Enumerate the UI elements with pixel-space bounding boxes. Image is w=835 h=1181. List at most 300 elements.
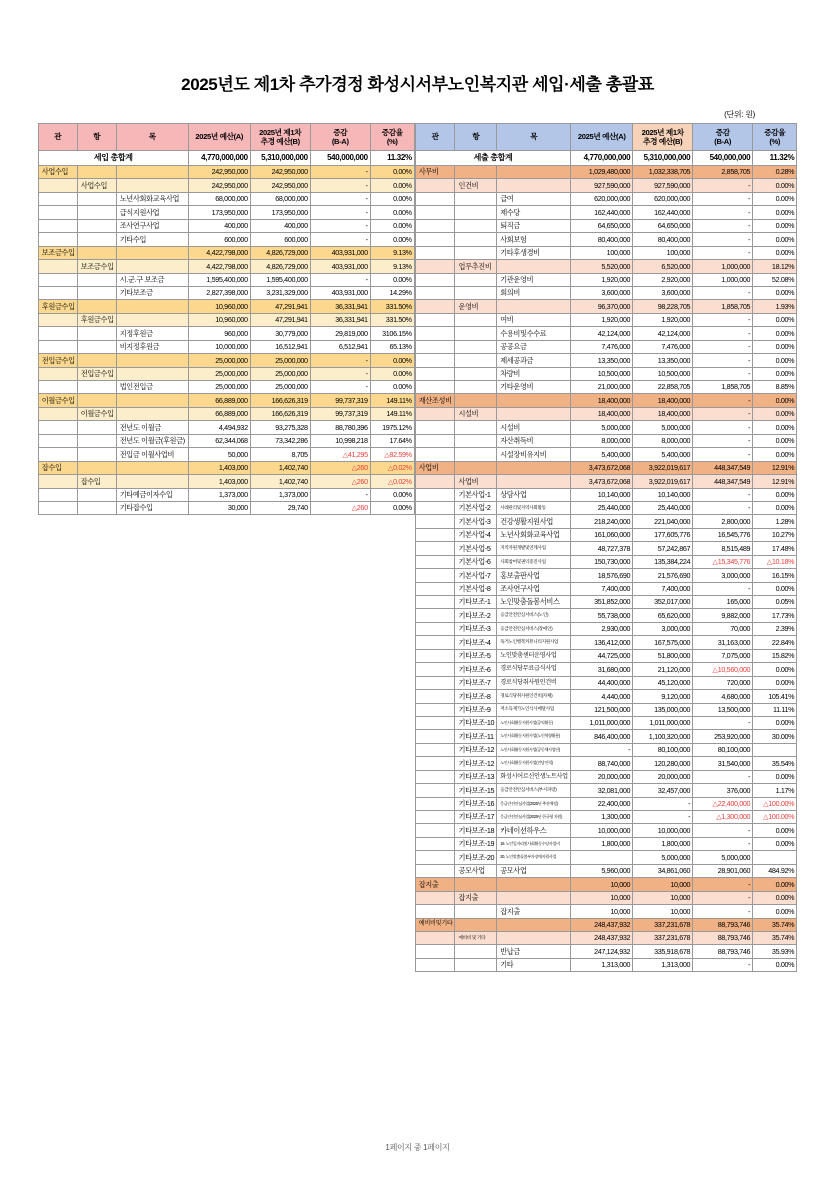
cell-hang [455,461,497,474]
cell-budget-b: 21,120,000 [633,663,693,676]
spacer-row [38,690,414,703]
col-header-hang: 항 [455,124,497,151]
cell-rate: 12.91% [753,475,797,488]
table-row [38,407,414,420]
spacer-cell [38,784,77,797]
cell-hang: 기타보조-6 [455,663,497,676]
spacer-row [38,596,414,609]
cell-rate: 0.00% [753,407,797,420]
cell-budget-a: 10,000 [571,891,633,904]
cell-hang [77,448,116,461]
cell-diff: - [310,206,370,219]
cell-gwan [415,636,455,649]
cell-diff: 31,540,000 [693,757,753,770]
spacer-cell [116,931,188,944]
spacer-row [38,703,414,716]
spacer-cell [370,770,414,783]
cell-mok: 기타수입 [116,233,188,246]
cell-diff: 29,819,000 [310,327,370,340]
cell-mok: 경로식당무료급식사업 [497,663,571,676]
cell-mok: 퇴직금 [497,219,571,232]
cell-diff: - [693,716,753,729]
total-budget-a: 4,770,000,000 [571,151,633,166]
cell-gwan [415,958,455,971]
cell-hang [455,945,497,958]
cell-rate: 22.84% [753,636,797,649]
cell-gwan [415,837,455,850]
spacer-cell [188,528,250,541]
spacer-cell [370,797,414,810]
cell-mok: 경로식당취사원인건비(자체) [497,690,571,703]
spacer-cell [250,837,310,850]
spacer-cell [250,649,310,662]
cell-budget-b: 221,040,000 [633,515,693,528]
spacer-cell [77,770,116,783]
cell-hang [455,286,497,299]
table-row [415,219,796,232]
cell-budget-a: 44,725,000 [571,649,633,662]
spacer-cell [370,837,414,850]
cell-mok: 제세공과금 [497,354,571,367]
spacer-cell [188,663,250,676]
spacer-cell [310,542,370,555]
spacer-cell [370,703,414,716]
cell-gwan: 보조금수입 [38,246,77,259]
spacer-cell [370,743,414,756]
spacer-cell [38,730,77,743]
cell-hang [77,354,116,367]
cell-mok: 노인사회활동지원사업(전담인력) [497,757,571,770]
cell-hang: 기타보조-5 [455,649,497,662]
table-row [415,757,796,770]
table-row [415,851,796,864]
spacer-cell [116,958,188,971]
spacer-cell [250,891,310,904]
spacer-cell [250,609,310,622]
cell-diff: 403,931,000 [310,246,370,259]
cell-diff: - [693,891,753,904]
cell-budget-b: 173,950,000 [250,206,310,219]
cell-budget-a: 248,437,932 [571,931,633,944]
table-row [415,690,796,703]
spacer-cell [370,757,414,770]
spacer-cell [77,663,116,676]
table-row [415,246,796,259]
spacer-cell [250,636,310,649]
spacer-cell [250,824,310,837]
spacer-cell [370,636,414,649]
cell-mok: 자산취득비 [497,434,571,447]
cell-rate: 0.00% [753,676,797,689]
spacer-cell [188,730,250,743]
cell-budget-a: 48,727,378 [571,542,633,555]
cell-budget-a: 10,960,000 [188,300,250,313]
spacer-cell [116,622,188,635]
cell-diff: - [310,166,370,179]
cell-hang: 기타보조-2 [455,609,497,622]
cell-gwan [38,233,77,246]
table-row [415,609,796,622]
spacer-row [38,878,414,891]
spacer-cell [38,690,77,703]
spacer-row [38,609,414,622]
spacer-cell [250,542,310,555]
cell-hang [77,219,116,232]
spacer-cell [188,770,250,783]
cell-hang: 인건비 [455,179,497,192]
spacer-cell [188,945,250,958]
cell-hang [77,192,116,205]
spacer-cell [188,569,250,582]
table-row [415,461,796,474]
table-row [38,448,414,461]
cell-budget-b: 21,576,690 [633,569,693,582]
cell-rate: △100.00% [753,811,797,824]
cell-gwan [415,501,455,514]
cell-mok [497,461,571,474]
table-row [415,327,796,340]
table-row [415,233,796,246]
cell-budget-a: 10,500,000 [571,367,633,380]
cell-rate: 0.00% [753,582,797,595]
spacer-cell [38,636,77,649]
table-row [415,260,796,273]
cell-budget-a: 20,000,000 [571,770,633,783]
cell-gwan [415,743,455,756]
cell-budget-a: 242,950,000 [188,166,250,179]
spacer-cell [310,945,370,958]
spacer-cell [188,905,250,918]
cell-diff: - [693,327,753,340]
spacer-cell [38,528,77,541]
spacer-cell [310,918,370,931]
spacer-cell [250,663,310,676]
cell-budget-b: 620,000,000 [633,192,693,205]
cell-gwan [38,407,77,420]
cell-budget-a: 351,852,000 [571,596,633,609]
col-header-rate: 증감율 (%) [753,124,797,151]
spacer-row [38,636,414,649]
cell-mok [116,246,188,259]
cell-budget-b: 337,231,678 [633,931,693,944]
cell-gwan [415,703,455,716]
cell-diff: - [693,219,753,232]
spacer-cell [77,918,116,931]
cell-diff: - [693,434,753,447]
cell-hang [455,394,497,407]
cell-hang: 예비비 및 기타 [455,931,497,944]
cell-budget-b: 25,000,000 [250,354,310,367]
spacer-cell [250,864,310,877]
cell-diff: 403,931,000 [310,286,370,299]
cell-gwan [38,327,77,340]
table-row [415,273,796,286]
cell-gwan [415,528,455,541]
cell-hang: 기타보조-3 [455,622,497,635]
cell-hang: 기타보조-20 [455,851,497,864]
col-header-gwan: 관 [415,124,455,151]
spacer-cell [370,542,414,555]
cell-mok: 반납금 [497,945,571,958]
cell-budget-a: 80,400,000 [571,233,633,246]
spacer-cell [38,515,77,528]
cell-diff: - [310,219,370,232]
cell-gwan: 재산조성비 [415,394,455,407]
spacer-cell [77,958,116,971]
cell-gwan [415,797,455,810]
cell-budget-b: 9,120,000 [633,690,693,703]
spacer-cell [188,596,250,609]
spacer-cell [38,905,77,918]
cell-rate: 35.54% [753,757,797,770]
cell-rate: 65.13% [370,340,414,353]
spacer-cell [38,891,77,904]
cell-rate: 0.00% [753,716,797,729]
cell-mok [116,179,188,192]
cell-budget-b: 135,384,224 [633,555,693,568]
cell-budget-b: 337,231,678 [633,918,693,931]
spacer-cell [38,757,77,770]
cell-gwan [415,367,455,380]
cell-gwan [38,273,77,286]
cell-budget-a: 600,000 [188,233,250,246]
cell-budget-b: 600,000 [250,233,310,246]
spacer-cell [310,555,370,568]
spacer-cell [38,770,77,783]
cell-budget-b: 177,605,776 [633,528,693,541]
expense-total-row [415,151,796,166]
cell-hang: 기타보조-12 [455,743,497,756]
cell-diff: 16,545,776 [693,528,753,541]
spacer-cell [310,515,370,528]
spacer-cell [370,851,414,864]
cell-mok: 급식지원사업 [116,206,188,219]
cell-budget-a: 68,000,000 [188,192,250,205]
cell-rate: 0.00% [753,488,797,501]
table-row [38,273,414,286]
table-row [415,716,796,729]
cell-budget-a: 5,400,000 [571,448,633,461]
cell-rate: 0.00% [370,273,414,286]
spacer-cell [370,905,414,918]
spacer-cell [77,931,116,944]
table-row [415,676,796,689]
cell-rate: 0.00% [753,434,797,447]
cell-gwan [415,475,455,488]
spacer-cell [116,945,188,958]
table-row [415,542,796,555]
cell-budget-a: 1,920,000 [571,313,633,326]
spacer-cell [370,555,414,568]
cell-hang [77,340,116,353]
cell-budget-b: 1,402,740 [250,475,310,488]
spacer-cell [250,582,310,595]
cell-rate: 0.05% [753,596,797,609]
spacer-cell [250,797,310,810]
cell-mok: 시.군.구 보조금 [116,273,188,286]
cell-hang: 잡지출 [455,891,497,904]
spacer-cell [38,582,77,595]
col-header-budget-a: 2025년 예산(A) [571,124,633,151]
spacer-cell [38,931,77,944]
spacer-cell [188,716,250,729]
cell-diff: - [693,448,753,461]
cell-budget-b: 400,000 [250,219,310,232]
cell-mok: 전년도 이월금(후원금) [116,434,188,447]
cell-budget-a: 25,000,000 [188,367,250,380]
spacer-cell [310,824,370,837]
spacer-row [38,864,414,877]
spacer-cell [310,837,370,850]
cell-gwan [415,313,455,326]
table-row [38,394,414,407]
cell-mok: 조사연구사업 [116,219,188,232]
cell-gwan [38,260,77,273]
cell-budget-a: 7,476,000 [571,340,633,353]
spacer-cell [38,663,77,676]
cell-budget-a: 44,400,000 [571,676,633,689]
cell-hang [455,354,497,367]
spacer-cell [116,676,188,689]
cell-rate: 0.00% [370,354,414,367]
spacer-cell [370,931,414,944]
cell-mok: 노인사회활동지원사업(공익활동) [497,716,571,729]
cell-diff: - [693,394,753,407]
cell-mok: 20. 노인맞춤돌봄부자장애지원사업 [497,851,571,864]
cell-mok: 화성시어르신인생노트사업 [497,770,571,783]
spacer-cell [310,622,370,635]
spacer-row [38,676,414,689]
cell-budget-b: 335,918,678 [633,945,693,958]
spacer-row [38,905,414,918]
cell-budget-a: 242,950,000 [188,179,250,192]
spacer-cell [250,676,310,689]
spacer-cell [370,690,414,703]
spacer-cell [116,569,188,582]
cell-budget-a: 247,124,932 [571,945,633,958]
cell-hang [455,367,497,380]
cell-budget-a: 62,344,068 [188,434,250,447]
cell-budget-a: 18,576,690 [571,569,633,582]
cell-diff: - [693,407,753,420]
total-label: 세입 총합계 [38,151,188,166]
cell-budget-b: 1,011,000,000 [633,716,693,729]
cell-hang [455,918,497,931]
cell-mok: 기타후생경비 [497,246,571,259]
spacer-row [38,730,414,743]
cell-gwan [415,891,455,904]
cell-budget-b: 3,922,019,617 [633,461,693,474]
cell-gwan [415,663,455,676]
cell-budget-b: 20,000,000 [633,770,693,783]
spacer-cell [116,878,188,891]
cell-budget-b: 8,705 [250,448,310,461]
table-row [38,434,414,447]
cell-budget-a: 31,680,000 [571,663,633,676]
cell-rate: 0.28% [753,166,797,179]
cell-rate: 331.50% [370,300,414,313]
cell-diff: 13,500,000 [693,703,753,716]
cell-hang: 잡수입 [77,475,116,488]
cell-diff: 70,000 [693,622,753,635]
cell-budget-b: 352,017,000 [633,596,693,609]
cell-diff: △260 [310,501,370,514]
cell-budget-b: 65,620,000 [633,609,693,622]
cell-hang: 기타보조-13 [455,770,497,783]
spacer-cell [77,891,116,904]
cell-mok: 기타잡수입 [116,501,188,514]
spacer-cell [38,797,77,810]
cell-budget-a: 1,029,480,000 [571,166,633,179]
cell-budget-b: 162,440,000 [633,206,693,219]
cell-budget-b: 22,858,705 [633,381,693,394]
table-row [415,488,796,501]
spacer-cell [250,703,310,716]
cell-mok: 응급안전안심사업(2025년 한국형 지원) [497,811,571,824]
cell-budget-a: 32,081,000 [571,784,633,797]
cell-rate: △0.02% [370,475,414,488]
cell-budget-a: 10,140,000 [571,488,633,501]
cell-hang: 기타보조-11 [455,730,497,743]
spacer-row [38,931,414,944]
cell-budget-b: 34,861,060 [633,864,693,877]
cell-mok [497,475,571,488]
spacer-cell [370,676,414,689]
cell-budget-a: 100,000 [571,246,633,259]
cell-rate [753,851,797,864]
total-rate: 11.32% [370,151,414,166]
cell-rate: 1.28% [753,515,797,528]
spacer-cell [310,931,370,944]
cell-budget-b: 5,000,000 [633,851,693,864]
cell-budget-a: 5,960,000 [571,864,633,877]
cell-diff: - [693,770,753,783]
cell-hang [77,381,116,394]
cell-budget-a: 1,300,000 [571,811,633,824]
spacer-cell [188,824,250,837]
cell-gwan: 이월금수입 [38,394,77,407]
col-header-diff: 증감 (B-A) [693,124,753,151]
cell-rate: 0.00% [370,192,414,205]
cell-diff: - [693,246,753,259]
table-row [38,260,414,273]
cell-diff: 80,100,000 [693,743,753,756]
spacer-cell [38,824,77,837]
cell-budget-b: 13,350,000 [633,354,693,367]
cell-budget-a: 25,000,000 [188,381,250,394]
cell-budget-a: 25,000,000 [188,354,250,367]
cell-hang [455,219,497,232]
cell-budget-b: 29,740 [250,501,310,514]
spacer-cell [370,811,414,824]
spacer-cell [188,703,250,716]
cell-budget-a: 2,827,398,000 [188,286,250,299]
spacer-cell [188,690,250,703]
cell-mok [497,918,571,931]
spacer-cell [77,690,116,703]
spacer-cell [77,743,116,756]
cell-rate: 0.00% [753,219,797,232]
cell-hang: 기타보조-15 [455,784,497,797]
spacer-cell [188,757,250,770]
spacer-cell [77,851,116,864]
cell-gwan [415,851,455,864]
cell-diff: 31,163,000 [693,636,753,649]
cell-mok: 노인맞춤돌봄서비스 [497,596,571,609]
spacer-cell [250,905,310,918]
cell-gwan [415,864,455,877]
cell-mok [497,179,571,192]
